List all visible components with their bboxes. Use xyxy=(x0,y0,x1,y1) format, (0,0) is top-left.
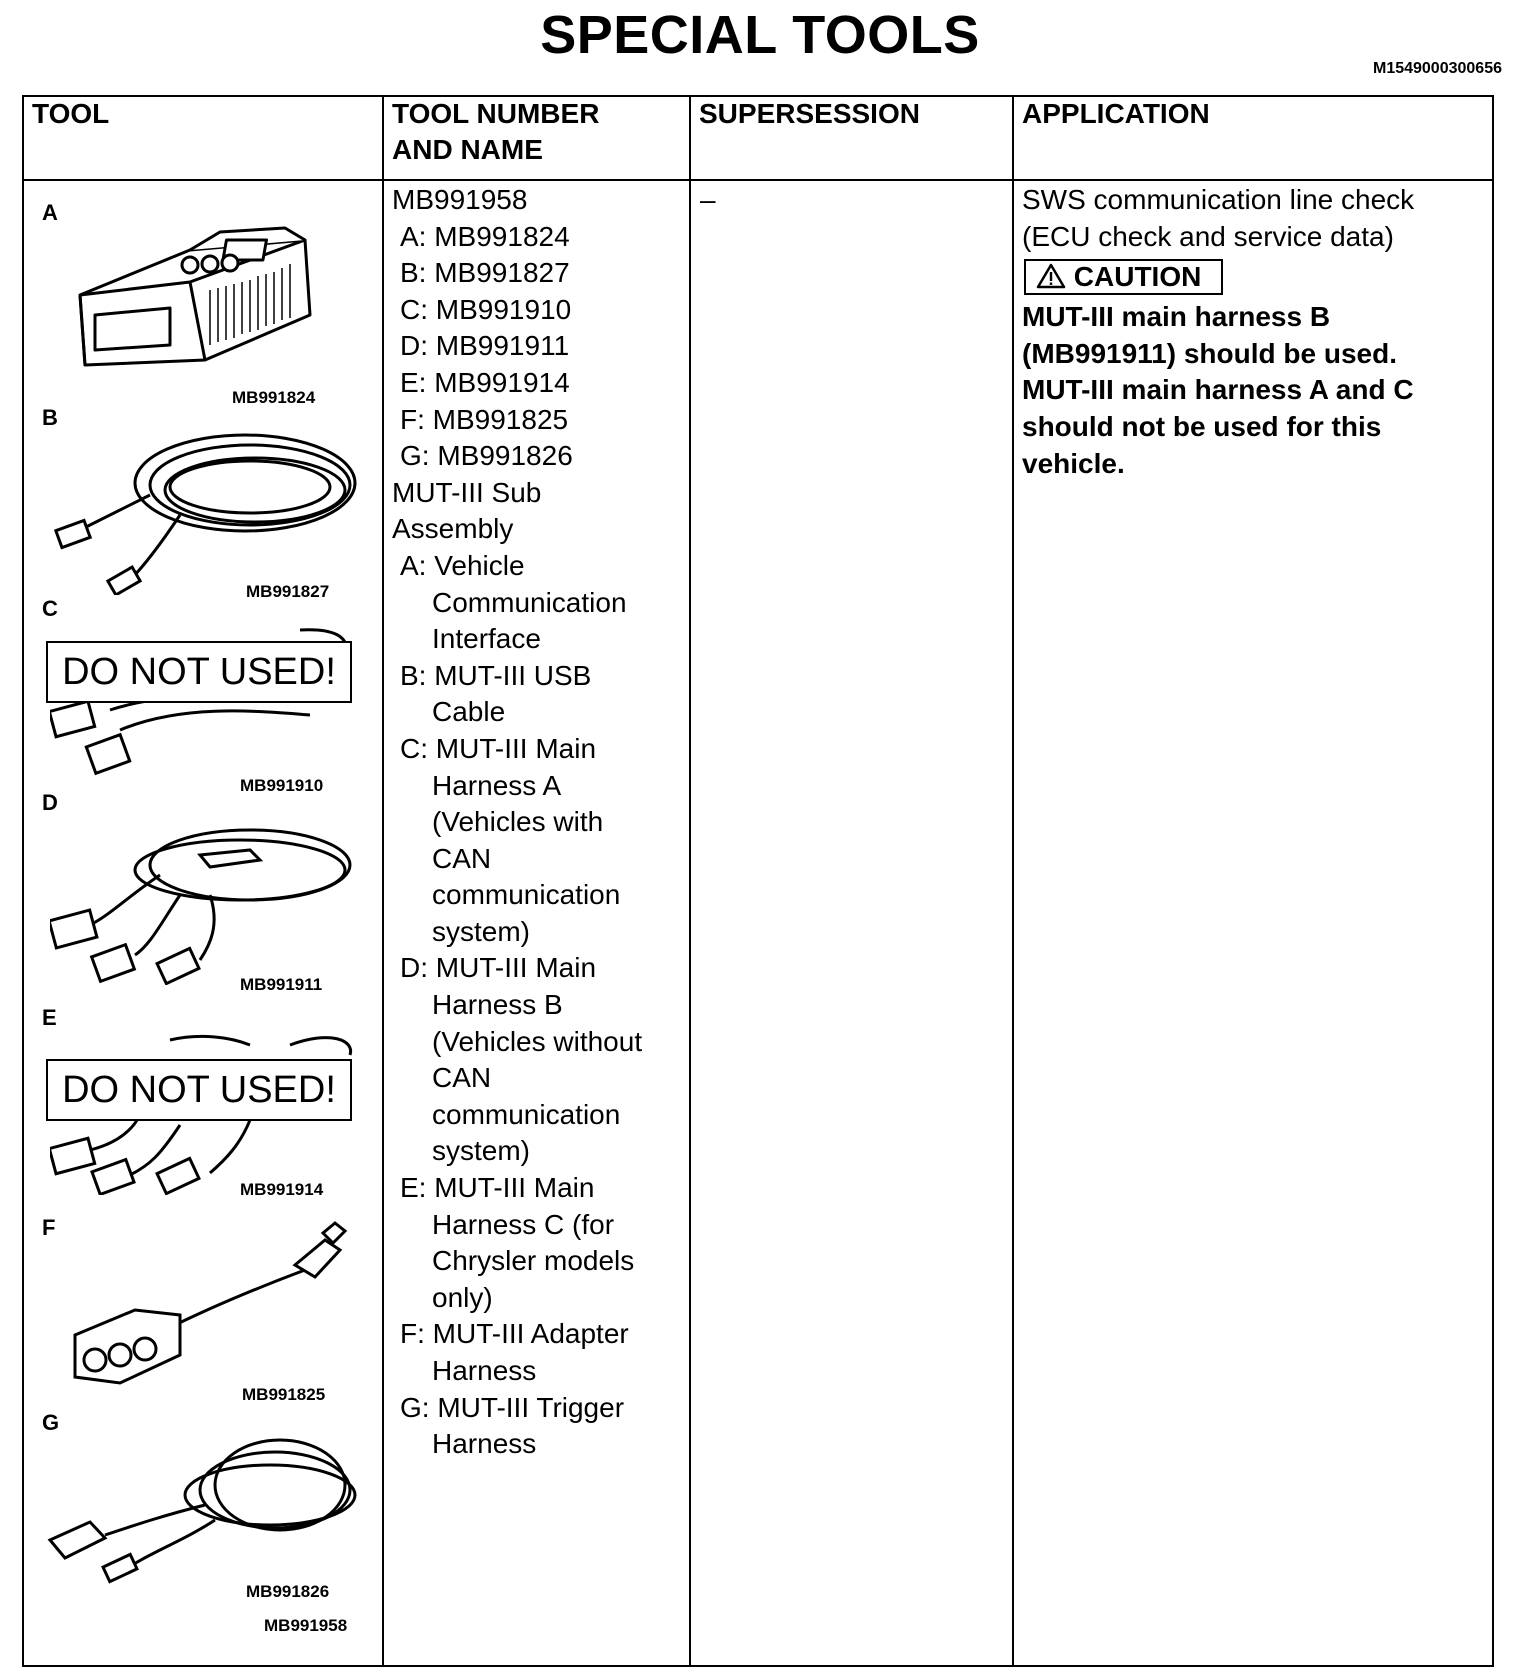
tool-name-line: Chrysler models xyxy=(432,1245,635,1277)
caution-label: CAUTION xyxy=(1073,261,1202,293)
header-bottom-border xyxy=(22,179,1494,181)
page-title: SPECIAL TOOLS xyxy=(540,5,980,65)
tool-number-line: A: MB991824 xyxy=(400,220,570,252)
tool-name-line: D: MUT-III Main xyxy=(400,952,597,984)
tool-part-d: MB991911 xyxy=(240,975,323,994)
table-right-border xyxy=(1492,95,1494,1667)
tool-name-line: CAN xyxy=(432,1062,492,1094)
header-tool: TOOL xyxy=(32,98,110,129)
caution-line: vehicle. xyxy=(1022,447,1125,479)
tool-part-c: MB991910 xyxy=(240,776,324,795)
tool-number-list xyxy=(392,182,642,1463)
tool-name-line: Interface xyxy=(432,623,541,655)
adapter-harness-illustration xyxy=(65,1215,355,1385)
tool-number-line: F: MB991825 xyxy=(400,403,569,435)
tool-number-line: E: MB991914 xyxy=(400,366,570,398)
tool-letter-b: B xyxy=(42,405,58,430)
header-tool-number xyxy=(392,96,599,168)
tool-name-line: C: MUT-III Main xyxy=(400,732,597,764)
tool-name-line: Harness A xyxy=(432,769,562,801)
header-tool-number-line1: TOOL NUMBER xyxy=(392,98,600,129)
tool-number-line: MB991958 xyxy=(392,184,528,215)
document-id: M1549000300656 xyxy=(1372,60,1502,77)
trigger-harness-illustration xyxy=(45,1430,365,1590)
tool-name-line: B: MUT-III USB xyxy=(400,659,592,691)
tool-name-line: MUT-III Sub xyxy=(392,476,542,508)
column-divider-1 xyxy=(382,95,384,1667)
tool-name-line: Assembly xyxy=(392,513,514,545)
tool-letter-f: F xyxy=(42,1215,56,1240)
usb-cable-illustration xyxy=(50,425,360,595)
tool-number-line: B: MB991827 xyxy=(400,257,570,289)
tool-part-a: MB991824 xyxy=(232,388,316,407)
tool-name-line: Harness C (for xyxy=(432,1208,615,1240)
tool-name-line: F: MUT-III Adapter xyxy=(400,1318,629,1350)
tool-letter-g: G xyxy=(42,1410,60,1435)
tool-name-line: system) xyxy=(432,915,530,947)
tool-number-line: C: MB991910 xyxy=(400,293,572,325)
tool-letter-d: D xyxy=(42,790,58,815)
caution-line: MUT-III main harness B xyxy=(1022,301,1331,333)
tool-name-line: communication xyxy=(432,879,621,911)
vci-unit-illustration xyxy=(70,220,320,390)
tool-number-line: G: MB991826 xyxy=(400,440,573,472)
tool-part-g: MB991826 xyxy=(246,1582,330,1601)
tool-name-line: (Vehicles without xyxy=(432,1025,643,1057)
caution-line: should not be used for this xyxy=(1022,410,1382,442)
caution-line: MUT-III main harness A and C xyxy=(1022,374,1414,406)
tool-name-line: Cable xyxy=(432,696,506,728)
tool-part-b: MB991827 xyxy=(246,582,330,601)
header-supersession: SUPERSESSION xyxy=(699,98,920,129)
warning-triangle-icon xyxy=(1036,263,1066,289)
tool-name-line: Communication xyxy=(432,586,627,618)
tool-name-line: (Vehicles with xyxy=(432,806,604,838)
tool-name-line: Harness xyxy=(432,1355,537,1386)
main-harness-b-illustration xyxy=(50,815,360,985)
table-left-border xyxy=(22,95,24,1667)
tool-name-line: E: MUT-III Main xyxy=(400,1172,595,1204)
application-line: SWS communication line check xyxy=(1022,184,1415,215)
tool-set-number: MB991958 xyxy=(264,1616,348,1635)
tool-name-line: communication xyxy=(432,1098,621,1130)
table-bottom-border xyxy=(22,1665,1494,1667)
column-divider-3 xyxy=(1012,95,1014,1667)
header-application: APPLICATION xyxy=(1022,98,1210,129)
tool-name-line: only) xyxy=(432,1281,493,1313)
tool-part-f: MB991825 xyxy=(242,1385,326,1404)
do-not-used-label-e: DO NOT USED! xyxy=(46,1059,352,1121)
do-not-used-label-c: DO NOT USED! xyxy=(46,641,352,703)
tool-name-line: A: Vehicle xyxy=(400,549,525,581)
tool-name-line: Harness B xyxy=(432,989,563,1021)
caution-box xyxy=(1024,259,1223,295)
caution-line: (MB991911) should be used. xyxy=(1022,337,1397,369)
tool-part-e: MB991914 xyxy=(240,1180,324,1199)
supersession-value: – xyxy=(700,184,716,215)
tool-number-line: D: MB991911 xyxy=(400,330,570,362)
tool-letter-e: E xyxy=(42,1005,57,1030)
column-divider-2 xyxy=(689,95,691,1667)
tool-name-line: CAN xyxy=(432,842,492,874)
tool-name-line: Harness xyxy=(432,1428,537,1460)
application-line: (ECU check and service data) xyxy=(1022,220,1394,252)
tool-name-line: system) xyxy=(432,1135,530,1167)
header-tool-number-line2: AND NAME xyxy=(392,134,543,165)
application-cell xyxy=(1022,182,1414,482)
tool-letter-a: A xyxy=(42,200,58,225)
tool-name-line: G: MUT-III Trigger xyxy=(400,1391,625,1423)
tool-letter-c: C xyxy=(42,596,58,621)
